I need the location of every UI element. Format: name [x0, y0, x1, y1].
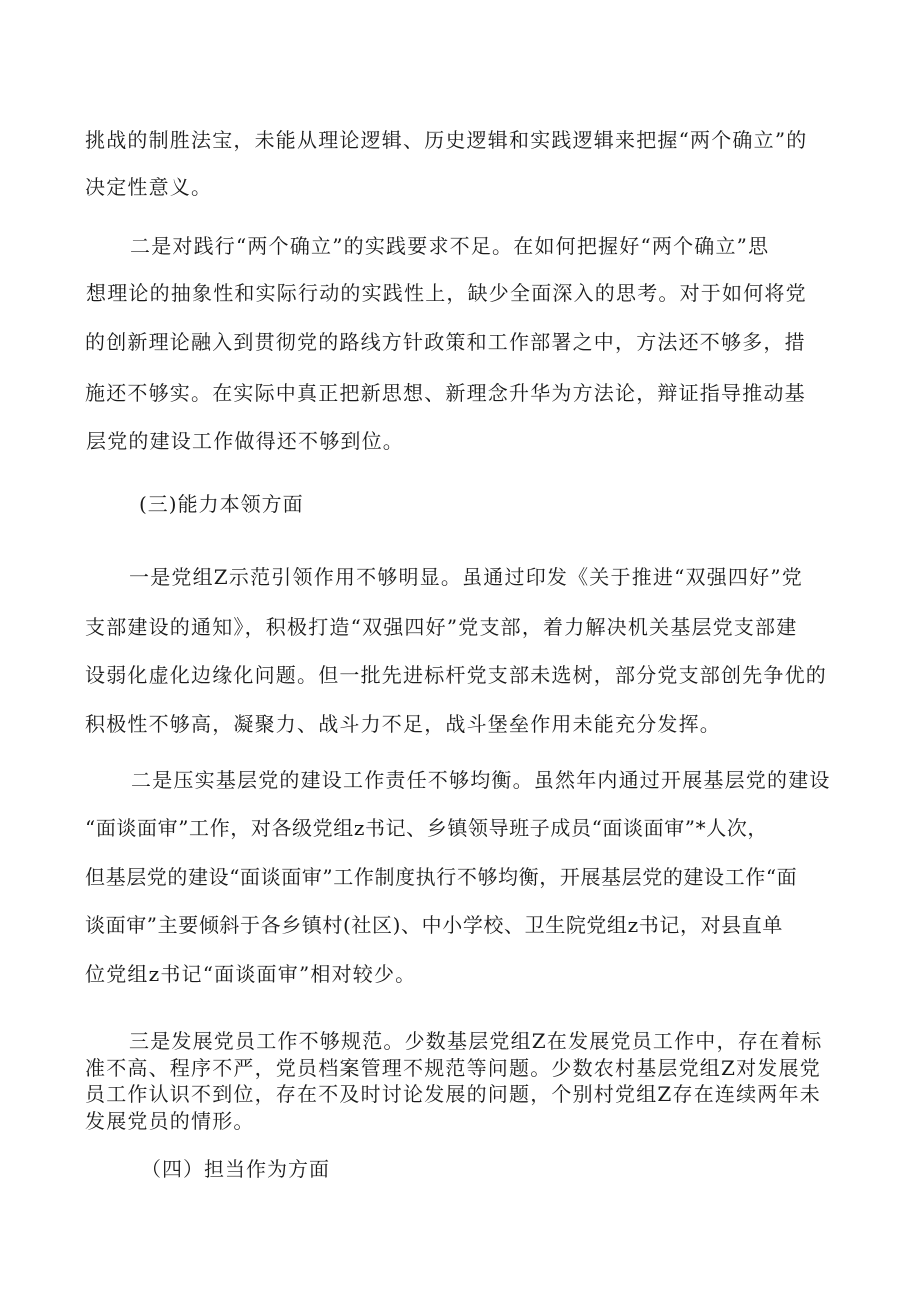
paragraph-line: 谈面审”主要倾斜于各乡镇村(社区)、中小学校、卫生院党组z书记，对县直单 [85, 913, 783, 937]
section-heading: (三)能力本领方面 [139, 492, 304, 516]
paragraph-line: 层党的建设工作做得还不够到位。 [86, 429, 404, 453]
paragraph-line: 位党组z书记“面谈面审”相对较少。 [85, 962, 417, 986]
paragraph-line: 挑战的制胜法宝，未能从理论逻辑、历史逻辑和实践逻辑来把握“两个确立”的 [85, 128, 808, 152]
paragraph-line: 但基层党的建设“面谈面审”工作制度执行不够均衡，开展基层党的建设工作“面 [85, 865, 798, 889]
paragraph-line: 三是发展党员工作不够规范。少数基层党组Z在发展党员工作中，存在着标 [129, 1029, 823, 1053]
section-heading: （四）担当作为方面 [141, 1157, 330, 1181]
paragraph-line: 二是对践行“两个确立”的实践要求不足。在如何把握好“两个确立”思 [130, 234, 770, 258]
paragraph-line: 准不高、程序不严，党员档案管理不规范等问题。少数农村基层党组Z对发展党 [85, 1056, 821, 1080]
paragraph-line: 决定性意义。 [85, 175, 213, 199]
paragraph-line: 想理论的抽象性和实际行动的实践性上，缺少全面深入的思考。对于如何将党 [86, 281, 807, 305]
paragraph-line: 设弱化虚化边缘化问题。但一批先进标杆党支部未选树，部分党支部创先争优的 [85, 663, 827, 687]
paragraph-line: 员工作认识不到位，存在不及时讨论发展的问题，个别村党组Z存在连续两年未 [85, 1082, 821, 1106]
paragraph-line: 发展党员的情形。 [85, 1109, 255, 1133]
paragraph-line: 二是压实基层党的建设工作责任不够均衡。虽然年内通过开展基层党的建设 [131, 768, 831, 792]
paragraph-line: 积极性不够高，凝聚力、战斗力不足，战斗堡垒作用未能充分发挥。 [85, 712, 721, 736]
paragraph-line: 的创新理论融入到贯彻党的路线方针政策和工作部署之中，方法还不够多，措 [85, 330, 806, 354]
paragraph-line: 施还不够实。在实际中真正把新思想、新理念升华为方法论，辩证指导推动基 [85, 381, 806, 405]
paragraph-line: 支部建设的通知》，积极打造“双强四好”党支部，着力解决机关基层党支部建 [85, 615, 798, 639]
paragraph-line: “面谈面审”工作，对各级党组z书记、乡镇领导班子成员“面谈面审”*人次， [85, 816, 769, 840]
paragraph-line: 一是党组Z示范引领作用不够明显。虽通过印发《关于推进“双强四好”党 [129, 565, 803, 589]
